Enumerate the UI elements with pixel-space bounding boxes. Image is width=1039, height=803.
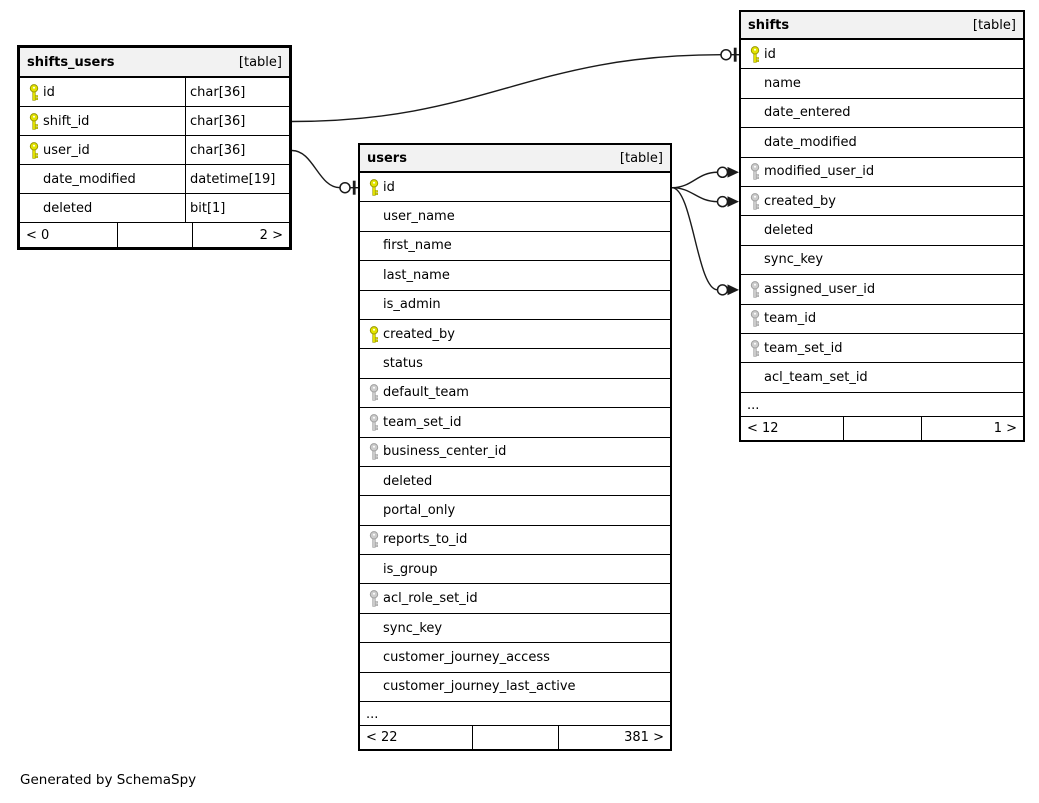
column-row[interactable]	[360, 261, 670, 290]
column-row[interactable]	[360, 614, 670, 643]
table-footer	[20, 223, 289, 247]
foreign-key-icon	[369, 590, 380, 607]
column-name: reports_to_id	[383, 532, 468, 548]
table-header[interactable]	[360, 145, 670, 173]
table-shifts[interactable]	[739, 10, 1025, 442]
generator-note: Generated by SchemaSpy	[20, 772, 197, 788]
primary-key-icon	[369, 326, 380, 343]
foreign-key-icon	[750, 310, 761, 327]
key-slot	[746, 163, 764, 180]
column-name-cell	[360, 261, 670, 289]
column-type: char[36]	[190, 142, 246, 158]
column-name: id	[383, 179, 395, 195]
column-row[interactable]	[20, 136, 289, 165]
column-row[interactable]	[741, 305, 1023, 334]
cardinality-circle-icon	[718, 285, 728, 295]
column-row[interactable]	[20, 165, 289, 194]
column-name: date_modified	[764, 134, 857, 150]
column-type: char[36]	[190, 113, 246, 129]
cardinality-arrow-icon	[728, 196, 740, 207]
column-name: portal_only	[383, 502, 456, 518]
key-slot	[25, 113, 43, 130]
column-name: shift_id	[43, 113, 90, 129]
column-row[interactable]	[741, 216, 1023, 245]
column-name-cell	[20, 136, 185, 164]
cardinality-circle-icon	[721, 50, 731, 60]
column-name-cell	[20, 165, 185, 193]
primary-key-icon	[750, 46, 761, 63]
column-row[interactable]	[360, 232, 670, 261]
key-slot	[365, 326, 383, 343]
column-name-cell	[741, 305, 1023, 333]
column-row[interactable]	[360, 643, 670, 672]
column-name: deleted	[764, 223, 814, 239]
column-name-cell	[360, 526, 670, 554]
foreign-key-icon	[369, 384, 380, 401]
column-row[interactable]	[741, 128, 1023, 157]
column-name-cell	[360, 438, 670, 466]
column-row[interactable]	[360, 202, 670, 231]
table-type-badge: [table]	[619, 150, 663, 166]
column-name: created_by	[383, 326, 455, 342]
primary-key-icon	[369, 179, 380, 196]
key-slot	[365, 384, 383, 401]
key-slot	[25, 142, 43, 159]
column-name: id	[43, 84, 55, 100]
column-name: default_team	[383, 385, 469, 401]
footer-center-cell	[843, 417, 922, 440]
footer-right-count: 381 >	[558, 726, 670, 749]
column-name-cell	[360, 291, 670, 319]
column-name: deleted	[383, 473, 433, 489]
column-name: last_name	[383, 267, 450, 283]
column-name: created_by	[764, 193, 836, 209]
column-name: status	[383, 356, 423, 372]
column-row[interactable]	[360, 555, 670, 584]
ellipsis-label: ...	[747, 397, 760, 413]
column-row[interactable]	[360, 438, 670, 467]
column-row[interactable]	[741, 275, 1023, 304]
column-name-cell	[20, 78, 185, 106]
column-name: user_name	[383, 209, 455, 225]
column-row[interactable]	[360, 173, 670, 202]
column-name-cell	[360, 232, 670, 260]
ellipsis-label: ...	[366, 707, 379, 723]
column-row[interactable]	[741, 246, 1023, 275]
key-slot	[746, 281, 764, 298]
column-name-cell	[360, 496, 670, 524]
column-name: first_name	[383, 238, 452, 254]
column-name: modified_user_id	[764, 164, 875, 180]
column-row[interactable]	[20, 107, 289, 136]
table-name: users	[367, 150, 407, 166]
column-row[interactable]	[20, 194, 289, 223]
column-name: date_entered	[764, 105, 851, 121]
column-name-cell	[360, 408, 670, 436]
column-row[interactable]	[360, 584, 670, 613]
column-name: acl_role_set_id	[383, 591, 478, 607]
relationship-line	[672, 188, 718, 202]
footer-left-count: < 0	[26, 227, 50, 243]
column-name-cell	[360, 584, 670, 612]
column-row[interactable]	[360, 291, 670, 320]
ellipsis-row	[741, 393, 1023, 417]
column-name: id	[764, 46, 776, 62]
footer-right-count: 1 >	[921, 417, 1023, 440]
column-name-cell	[20, 107, 185, 135]
column-name-cell	[741, 69, 1023, 97]
column-name: name	[764, 76, 801, 92]
column-row[interactable]	[20, 78, 289, 107]
foreign-key-icon	[369, 531, 380, 548]
column-name: deleted	[43, 200, 93, 216]
table-footer	[741, 417, 1023, 440]
column-name: team_id	[764, 311, 817, 327]
primary-key-icon	[29, 84, 40, 101]
foreign-key-icon	[750, 340, 761, 357]
key-slot	[365, 443, 383, 460]
column-name-cell	[741, 128, 1023, 156]
table-name: shifts	[748, 17, 790, 33]
key-slot	[746, 310, 764, 327]
column-name-cell	[741, 246, 1023, 274]
foreign-key-icon	[750, 193, 761, 210]
column-row[interactable]	[741, 40, 1023, 69]
table-type-badge: [table]	[238, 54, 282, 70]
column-row[interactable]	[360, 526, 670, 555]
column-name: sync_key	[764, 252, 824, 268]
column-row[interactable]	[741, 99, 1023, 128]
key-slot	[365, 531, 383, 548]
column-row[interactable]	[741, 158, 1023, 187]
footer-left-count: < 12	[747, 420, 779, 436]
column-name-cell	[741, 99, 1023, 127]
footer-center-cell	[472, 726, 559, 749]
column-row[interactable]	[360, 379, 670, 408]
cardinality-circle-icon	[718, 197, 728, 207]
table-type-badge: [table]	[972, 17, 1016, 33]
key-slot	[746, 46, 764, 63]
column-row[interactable]	[360, 467, 670, 496]
cardinality-arrow-icon	[728, 167, 740, 178]
column-name-cell	[360, 643, 670, 671]
column-type-cell	[185, 78, 289, 106]
primary-key-icon	[29, 113, 40, 130]
column-name-cell	[741, 363, 1023, 391]
key-slot	[365, 414, 383, 431]
ellipsis-row	[360, 702, 670, 726]
cardinality-circle-icon	[340, 183, 350, 193]
column-name-cell	[360, 467, 670, 495]
column-type: datetime[19]	[190, 171, 276, 187]
key-slot	[365, 179, 383, 196]
column-name-cell	[741, 334, 1023, 362]
key-slot	[746, 340, 764, 357]
footer-center-cell	[117, 223, 192, 247]
foreign-key-icon	[750, 163, 761, 180]
column-name-cell	[741, 158, 1023, 186]
column-type: bit[1]	[190, 200, 226, 216]
table-users[interactable]	[358, 143, 672, 751]
column-name-cell	[741, 275, 1023, 303]
relationship-line	[672, 172, 718, 187]
column-row[interactable]	[741, 334, 1023, 363]
table-header[interactable]	[741, 12, 1023, 40]
column-name-cell	[360, 379, 670, 407]
foreign-key-icon	[369, 443, 380, 460]
column-name: is_group	[383, 561, 438, 577]
column-row[interactable]	[741, 187, 1023, 216]
relationship-line	[292, 151, 340, 188]
column-name: sync_key	[383, 620, 443, 636]
column-row[interactable]	[360, 408, 670, 437]
relationship-line	[292, 55, 721, 122]
column-type-cell	[185, 136, 289, 164]
foreign-key-icon	[369, 414, 380, 431]
column-name: assigned_user_id	[764, 281, 876, 297]
key-slot	[25, 84, 43, 101]
column-name-cell	[360, 555, 670, 583]
column-name-cell	[360, 173, 670, 201]
table-header[interactable]	[20, 48, 289, 78]
column-name-cell	[360, 320, 670, 348]
column-name-cell	[360, 349, 670, 377]
column-type-cell	[185, 107, 289, 135]
column-name-cell	[360, 202, 670, 230]
column-name: date_modified	[43, 171, 136, 187]
primary-key-icon	[29, 142, 40, 159]
column-name: is_admin	[383, 297, 441, 313]
column-type-cell	[185, 165, 289, 193]
cardinality-circle-icon	[718, 167, 728, 177]
table-footer	[360, 726, 670, 749]
column-row[interactable]	[360, 320, 670, 349]
key-slot	[365, 590, 383, 607]
column-name-cell	[741, 216, 1023, 244]
footer-left-count: < 22	[366, 730, 398, 746]
column-type: char[36]	[190, 84, 246, 100]
column-row[interactable]	[741, 69, 1023, 98]
column-row[interactable]	[360, 673, 670, 702]
column-name-cell	[360, 673, 670, 701]
foreign-key-icon	[750, 281, 761, 298]
column-name: team_set_id	[764, 340, 843, 356]
column-name: user_id	[43, 142, 90, 158]
column-row[interactable]	[360, 496, 670, 525]
column-name-cell	[20, 194, 185, 222]
column-row[interactable]	[360, 349, 670, 378]
column-name: team_set_id	[383, 414, 462, 430]
footer-right-count: 2 >	[192, 223, 289, 247]
cardinality-arrow-icon	[728, 284, 740, 295]
table-name: shifts_users	[27, 54, 115, 70]
table-shifts_users[interactable]	[17, 45, 292, 250]
column-name: customer_journey_last_active	[383, 679, 576, 695]
key-slot	[746, 193, 764, 210]
column-name: business_center_id	[383, 444, 507, 460]
column-name-cell	[741, 40, 1023, 68]
column-name: acl_team_set_id	[764, 369, 868, 385]
column-name-cell	[741, 187, 1023, 215]
column-row[interactable]	[741, 363, 1023, 392]
relationship-line	[672, 188, 718, 290]
column-name: customer_journey_access	[383, 649, 550, 665]
column-name-cell	[360, 614, 670, 642]
column-type-cell	[185, 194, 289, 222]
